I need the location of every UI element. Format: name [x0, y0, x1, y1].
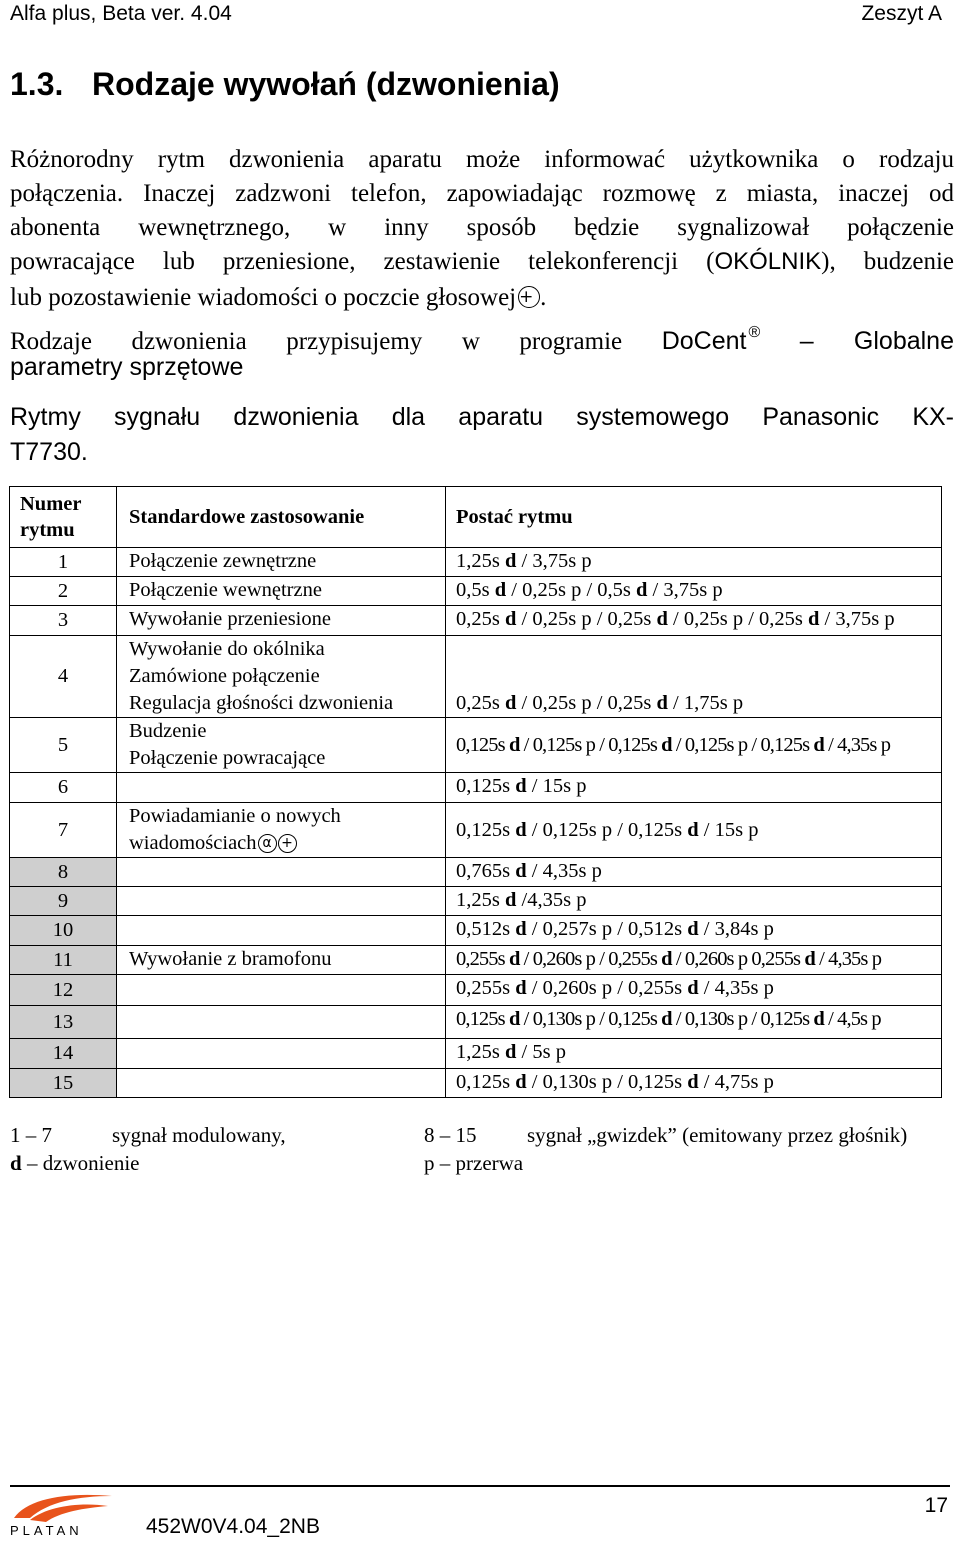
table-row	[10, 548, 942, 577]
rhythm-pattern	[446, 548, 942, 577]
okolnik-term: OKÓLNIK	[714, 248, 822, 275]
rhythm-usage	[117, 975, 446, 1006]
pattern-segment: / 0,125s p / 0,125s	[526, 818, 688, 841]
pattern-segment: 1,25s	[456, 1041, 505, 1063]
rhythm-pattern	[446, 718, 942, 773]
pattern-segment: 0,255s	[456, 948, 509, 970]
ring-marker: d	[515, 775, 527, 797]
pattern-segment: / 0,25s p / 0,25s	[516, 692, 657, 714]
rhythm-usage	[117, 1039, 446, 1069]
rhythm-number: 3	[10, 606, 117, 636]
ring-marker: d	[661, 733, 672, 756]
pattern-segment: 0,125s	[456, 818, 516, 841]
ring-marker: d	[515, 918, 527, 940]
intro-line-5-text: lub pozostawienie wiadomości o poczcie głosowej	[10, 284, 517, 311]
rhythm-pattern	[446, 1069, 942, 1098]
ring-marker: d	[813, 733, 824, 756]
intro-line-2: połączenia. Inaczej zadzwoni telefon, zapowiadając rozmowę z miasta, inaczej od	[10, 180, 954, 207]
pattern-segment: / 4,35s p	[823, 733, 891, 756]
rhythm-number: 12	[10, 975, 117, 1006]
page-number: 17	[924, 1494, 948, 1517]
ring-marker: d	[656, 608, 668, 630]
legend-right-2: p – przerwa	[424, 1151, 524, 1175]
usage-line: Połączenie wewnętrzne	[129, 579, 322, 601]
section-title	[10, 66, 560, 103]
ring-marker: d	[687, 977, 699, 999]
pattern-segment: / 5s p	[516, 1041, 566, 1063]
ring-marker: d	[813, 1008, 824, 1030]
rhythm-number: 8	[10, 858, 117, 887]
table-body	[10, 548, 942, 1098]
rhythm-pattern	[446, 606, 942, 636]
intro-line-5-end: .	[540, 284, 547, 311]
rhythm-usage	[117, 718, 446, 773]
rhythm-number: 15	[10, 1069, 117, 1098]
pattern-segment: 0,765s	[456, 860, 516, 882]
header-number-line-2: rytmu	[20, 519, 75, 541]
pattern-segment: 0,25s	[456, 608, 505, 630]
rhythm-number: 10	[10, 916, 117, 946]
rhythm-pattern	[446, 803, 942, 858]
legend-d-text: – dzwonienie	[21, 1151, 140, 1175]
usage-line: Powiadamianie o nowych	[129, 805, 341, 827]
pattern-segment: / 0,257s p / 0,512s	[526, 918, 688, 940]
intro-line-4-b: ), budzenie	[821, 248, 954, 275]
footer-rule	[10, 1485, 950, 1487]
document-code: 452W0V4.04_2NB	[146, 1515, 320, 1538]
pattern-segment: / 4,35s p	[526, 860, 602, 882]
usage-line: Wywołanie przeniesione	[129, 608, 331, 630]
pattern-segment: / 0,25s p / 0,5s	[506, 579, 636, 601]
usage-line: Budzenie	[129, 720, 207, 742]
rhythm-number: 4	[10, 636, 117, 718]
table-row	[10, 803, 942, 858]
ring-marker: d	[656, 692, 668, 714]
ring-rhythm-table	[9, 486, 942, 1098]
rhythm-number: 14	[10, 1039, 117, 1069]
usage-line: Wywołanie z bramofonu	[129, 948, 332, 970]
rhythm-usage	[117, 1069, 446, 1098]
ring-marker: d	[504, 889, 517, 911]
rhythm-number: 6	[10, 773, 117, 803]
rhythm-number: 13	[10, 1006, 117, 1039]
rhythm-pattern	[446, 975, 942, 1006]
header-right: Zeszyt A	[861, 2, 942, 25]
pattern-segment: 0,25s	[456, 692, 505, 714]
ring-marker: d	[508, 948, 520, 970]
pattern-segment: / 15s p	[526, 775, 587, 797]
section-number: 1.3.	[10, 66, 64, 102]
intro-line-4-a: powracające lub przeniesione, zestawienie telekonferencji (	[10, 248, 715, 275]
legend-left-range: 1 – 7	[10, 1123, 52, 1147]
rhythm-pattern	[446, 773, 942, 803]
rhythm-usage	[117, 887, 446, 916]
rhythm-number: 9	[10, 887, 117, 916]
pattern-segment: /4,35s p	[516, 889, 587, 911]
pattern-segment: / 4,75s p	[698, 1071, 774, 1093]
pattern-segment: 0,125s	[456, 775, 516, 797]
ring-marker: d	[661, 1008, 672, 1030]
pattern-segment: 0,5s	[456, 579, 495, 601]
plus-circle-icon: +	[278, 834, 297, 853]
pattern-segment: / 4,5s p	[823, 1008, 881, 1030]
table-row	[10, 636, 942, 718]
rhythm-usage	[117, 577, 446, 606]
pattern-segment: / 0,130s p / 0,125s	[519, 1008, 662, 1030]
rhythm-pattern	[446, 1039, 942, 1069]
table-row	[10, 606, 942, 636]
table-row	[10, 858, 942, 887]
rhythm-usage	[117, 858, 446, 887]
pattern-segment: 1,25s	[456, 550, 505, 572]
pattern-segment: / 3,75s p	[647, 579, 723, 601]
rhythm-number: 5	[10, 718, 117, 773]
pattern-segment: 0,125s	[456, 733, 509, 756]
pattern-segment: 0,125s	[456, 1008, 509, 1030]
legend-left-2	[10, 1149, 139, 1177]
header-number	[10, 487, 117, 548]
rhythm-usage	[117, 548, 446, 577]
ring-marker: d	[504, 692, 517, 714]
pattern-segment: / 0,25s p / 0,25s	[667, 608, 809, 630]
usage-line: Regulacja głośności dzwonienia	[129, 692, 394, 714]
pattern-segment: / 4,35s p	[814, 948, 882, 970]
rhythm-usage	[117, 773, 446, 803]
usage-line: Połączenie zewnętrzne	[129, 550, 317, 572]
section-title-text: Rodzaje wywołań (dzwonienia)	[92, 66, 560, 102]
table-row	[10, 773, 942, 803]
pattern-segment: / 0,260s p / 0,255s	[526, 977, 688, 999]
rhythm-pattern	[446, 577, 942, 606]
legend-right-text: sygnał „gwizdek” (emitowany przez głośnik)	[527, 1123, 908, 1147]
pattern-segment: / 0,130s p / 0,125s	[671, 1008, 814, 1030]
docent-line-2: parametry sprzętowe	[10, 353, 244, 381]
pattern-segment: / 3,84s p	[698, 918, 774, 940]
ring-marker: d	[508, 733, 520, 756]
table-row	[10, 1069, 942, 1098]
table-row	[10, 946, 942, 975]
usage-line: wiadomościach α +	[129, 830, 437, 857]
intro-line-5	[10, 281, 954, 315]
table-row	[10, 887, 942, 916]
header-number-line-1: Numer	[20, 493, 82, 515]
pattern-segment: / 4,35s p	[698, 977, 774, 999]
rhythm-pattern	[446, 887, 942, 916]
pattern-segment: / 3,75s p	[516, 550, 592, 572]
legend-left-text: sygnał modulowany,	[112, 1123, 286, 1147]
intro-line-3: abonenta wewnętrznego, w inny sposób będzie sygnalizował połączenie	[10, 214, 954, 241]
ring-marker: d	[515, 977, 527, 999]
pattern-segment: / 0,125s p / 0,125s	[519, 733, 662, 756]
rhythm-usage	[117, 946, 446, 975]
ring-marker: d	[504, 1041, 517, 1063]
usage-line: Wywołanie do okólnika	[129, 638, 325, 660]
plus-circle-icon: +	[518, 286, 540, 308]
rhythm-usage	[117, 916, 446, 946]
pattern-segment: / 0,25s p / 0,25s	[516, 608, 657, 630]
ring-marker: d	[508, 1008, 520, 1030]
rhythm-number: 2	[10, 577, 117, 606]
pattern-segment: / 15s p	[698, 818, 759, 841]
ring-marker: d	[808, 608, 820, 630]
pattern-segment: / 0,260s p / 0,255s	[519, 948, 662, 970]
table-row	[10, 718, 942, 773]
table-row	[10, 577, 942, 606]
ring-marker: d	[687, 818, 699, 841]
pattern-segment: / 0,125s p / 0,125s	[671, 733, 814, 756]
ring-marker: d	[504, 608, 517, 630]
logo-wordmark: PLATAN	[10, 1523, 83, 1538]
docent-text-a: Rodzaje dzwonienia przypisujemy w programie	[10, 328, 623, 355]
ring-marker: d	[687, 1071, 699, 1093]
ring-marker: d	[687, 918, 699, 940]
pattern-segment: / 1,75s p	[667, 692, 744, 714]
ring-marker: d	[515, 1071, 527, 1093]
ring-marker: d	[636, 579, 648, 601]
rhythm-number: 1	[10, 548, 117, 577]
rhythm-pattern	[446, 858, 942, 887]
rhythm-usage	[117, 803, 446, 858]
table-row	[10, 975, 942, 1006]
table-header-row	[10, 487, 942, 548]
table-row	[10, 1006, 942, 1039]
rhythm-pattern	[446, 1006, 942, 1039]
ring-marker: d	[804, 948, 815, 970]
platan-logo	[8, 1488, 128, 1538]
pattern-segment: / 0,130s p / 0,125s	[526, 1071, 688, 1093]
ring-marker: d	[515, 860, 527, 882]
table-row	[10, 1039, 942, 1069]
usage-line: Połączenie powracające	[129, 747, 326, 769]
header-pattern: Postać rytmu	[446, 487, 942, 548]
pattern-segment: 0,255s	[456, 977, 516, 999]
pattern-segment: / 3,75s p	[819, 608, 895, 630]
rhythms-intro-line-1: Rytmy sygnału dzwonienia dla aparatu systemowego Panasonic KX-	[10, 403, 954, 431]
registered-mark: ®	[748, 324, 761, 341]
pattern-segment: / 0,260s p 0,255s	[671, 948, 805, 970]
rhythm-pattern	[446, 636, 942, 718]
pattern-segment: 0,125s	[456, 1071, 516, 1093]
ring-marker: d	[504, 550, 517, 572]
pattern-segment: 0,512s	[456, 918, 516, 940]
header-left: Alfa plus, Beta ver. 4.04	[10, 2, 232, 25]
legend-d-key: d	[10, 1151, 22, 1175]
pattern-segment: 1,25s	[456, 889, 505, 911]
rhythm-number: 11	[10, 946, 117, 975]
ring-marker: d	[515, 818, 527, 841]
usage-line: Zamówione połączenie	[129, 665, 320, 687]
intro-line-4	[10, 245, 954, 279]
legend-right-1	[424, 1121, 907, 1149]
ring-marker: d	[661, 948, 672, 970]
header-usage: Standardowe zastosowanie	[117, 487, 446, 548]
legend-right-range: 8 – 15	[424, 1123, 477, 1147]
rhythm-pattern	[446, 946, 942, 975]
intro-line-1: Różnorodny rytm dzwonienia aparatu może informować użytkownika o rodzaju	[10, 146, 954, 173]
rhythm-usage	[117, 636, 446, 718]
rhythm-usage	[117, 606, 446, 636]
docent-text-b: – Globalne	[799, 327, 954, 355]
rhythms-intro-line-2: T7730.	[10, 438, 88, 466]
ring-marker: d	[494, 579, 507, 601]
table-row	[10, 916, 942, 946]
legend-left-1	[10, 1121, 286, 1149]
rhythm-usage	[117, 1006, 446, 1039]
docent-program-name: DoCent	[661, 327, 747, 355]
rhythm-number: 7	[10, 803, 117, 858]
alpha-circle-icon: α	[258, 834, 277, 853]
rhythm-pattern	[446, 916, 942, 946]
